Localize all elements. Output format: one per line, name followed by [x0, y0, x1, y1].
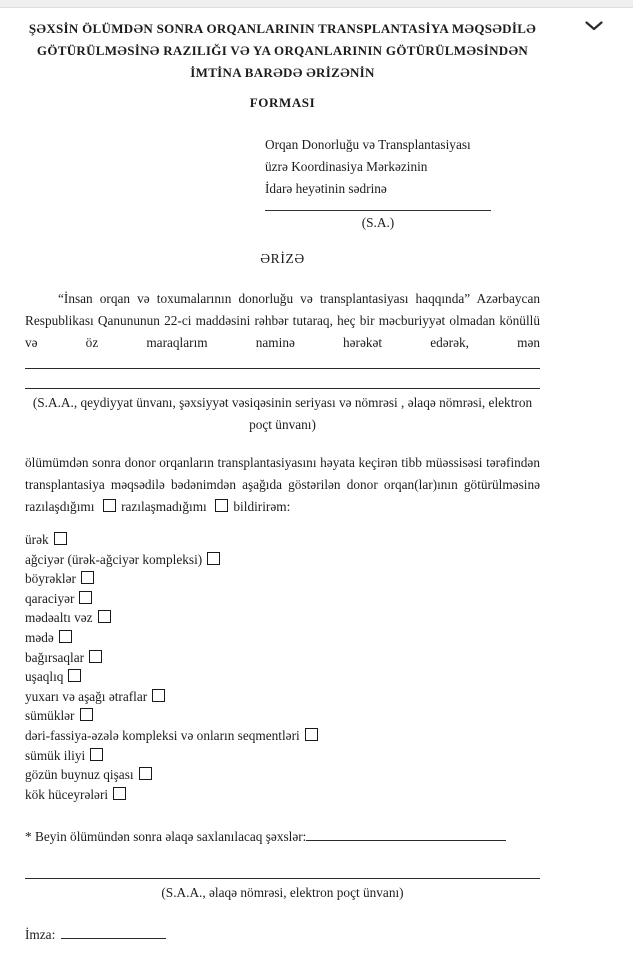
organ-item [25, 648, 540, 668]
document-page [25, 8, 540, 946]
top-bar [0, 0, 633, 8]
contact-fill-line-1[interactable] [306, 828, 506, 841]
organ-label: qaraciyər [25, 590, 75, 606]
organ-checkbox[interactable] [90, 748, 103, 761]
organ-checkbox[interactable] [207, 552, 220, 565]
organ-checkbox[interactable] [152, 689, 165, 702]
form-title-line-3: İMTİNA BARƏDƏ ƏRİZƏNİN [190, 65, 375, 80]
organ-label: sümüklər [25, 708, 75, 724]
agree-checkbox[interactable] [103, 499, 116, 512]
organ-label: kök hüceyrələri [25, 786, 109, 802]
addressee-line-1: Orqan Donorluğu və Transplantasiyası [265, 137, 471, 152]
addressee-name-fill-line[interactable] [265, 200, 491, 211]
signature-row [25, 924, 540, 946]
identity-caption: (S.A.A., qeydiyyat ünvanı, şəxsiyyət vəsiqəsinin seriyası və nömrəsi , əlaqə nömrəsi, elektron poçt ünvanı) [32, 395, 533, 432]
organ-item [25, 628, 540, 648]
organ-item [25, 667, 540, 687]
organ-list [25, 530, 540, 804]
organ-checkbox[interactable] [54, 532, 67, 545]
contact-persons-row [25, 826, 540, 848]
organ-item [25, 608, 540, 628]
disagree-checkbox[interactable] [215, 499, 228, 512]
organ-checkbox[interactable] [89, 650, 102, 663]
organ-item [25, 550, 540, 570]
identity-fill-line-1[interactable] [25, 354, 540, 369]
contact-caption: (S.A.A., əlaqə nömrəsi, elektron poçt ünvanı) [161, 885, 404, 901]
organ-checkbox[interactable] [139, 767, 152, 780]
intro-paragraph: “İnsan orqan və toxumalarının donorluğu və transplantasiyası haqqında” Azərbaycan Respublikası Qanununun 22-ci maddəsini rəhbər tutaraq, heç bir məcburiyyət olmadan könüllü və öz maraqlarım naminə hərəkət edərək, mən [25, 291, 540, 350]
form-subtitle: FORMASI [249, 95, 316, 110]
organ-label: mədəaltı vəz [25, 610, 93, 626]
form-title [25, 18, 540, 84]
organ-checkbox[interactable] [81, 571, 94, 584]
form-title-line-1: ŞƏXSİN ÖLÜMDƏN SONRA ORQANLARININ TRANSPLANTASİYA MƏQSƏDİLƏ [28, 21, 537, 36]
organ-label: bağırsaqlar [25, 649, 85, 665]
organ-label: gözün buynuz qişası [25, 767, 134, 783]
organ-label: mədə [25, 629, 54, 645]
declaration-text-between: razılaşmadığımı [121, 499, 207, 514]
organ-item [25, 785, 540, 805]
addressee-block [265, 134, 540, 234]
organ-item [25, 569, 540, 589]
organ-checkbox[interactable] [98, 610, 111, 623]
organ-item [25, 765, 540, 785]
contact-persons-label: * Beyin ölümündən sonra əlaqə saxlanılacaq şəxslər: [25, 829, 307, 845]
organ-label: böyrəklər [25, 571, 76, 587]
organ-label: sümük iliyi [25, 747, 86, 763]
organ-checkbox[interactable] [68, 669, 81, 682]
addressee-line-2: üzrə Koordinasiya Mərkəzinin [265, 159, 428, 174]
organ-label: yuxarı və aşağı ətraflar [25, 688, 148, 704]
organ-label: uşaqlıq [25, 669, 64, 685]
organ-checkbox[interactable] [113, 787, 126, 800]
organ-item [25, 687, 540, 707]
organ-label: ağciyər (ürək-ağciyər kompleksi) [25, 551, 203, 567]
organ-item [25, 530, 540, 550]
organ-item [25, 706, 540, 726]
contact-fill-line-2[interactable] [25, 848, 540, 879]
signature-label: İmza: [25, 927, 56, 943]
organ-label: dəri-fassiya-əzələ kompleksi və onların seqmentləri [25, 727, 300, 743]
declaration-text-after: bildirirəm: [233, 499, 291, 514]
organ-checkbox[interactable] [80, 708, 93, 721]
addressee-line-3: İdarə heyətinin sədrinə [265, 181, 387, 196]
organ-checkbox[interactable] [59, 630, 72, 643]
organ-checkbox[interactable] [79, 591, 92, 604]
identity-fill-line-2[interactable] [25, 369, 540, 389]
form-title-line-2: GÖTÜRÜLMƏSİNƏ RAZILIĞI VƏ YA ORQANLARININ GÖTÜRÜLMƏSİNDƏN [36, 43, 529, 58]
declaration-text-before: ölümümdən sonra donor orqanların transplantasiyasını həyata keçirən tibb müəssisəsi tərəfindən transplantasiya məqsədilə bədənimdən aşağıda göstərilən donor orqan(lar)ının götürülməsinə razılaşdığımı [25, 455, 540, 514]
organ-item [25, 589, 540, 609]
chevron-down-icon[interactable] [583, 18, 605, 34]
application-heading: ƏRİZƏ [260, 251, 305, 266]
addressee-caption: (S.A.) [361, 215, 395, 230]
organ-label: ürək [25, 532, 49, 547]
signature-fill-line[interactable] [61, 926, 166, 939]
organ-item [25, 726, 540, 746]
declaration-paragraph [25, 452, 540, 518]
organ-checkbox[interactable] [305, 728, 318, 741]
organ-item [25, 746, 540, 766]
